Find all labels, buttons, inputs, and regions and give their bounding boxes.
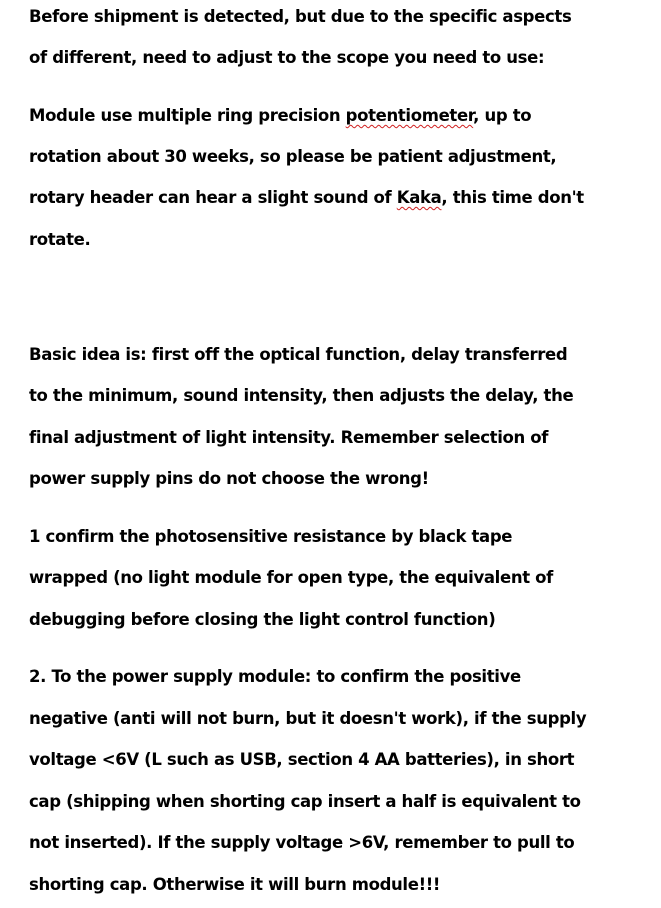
basic-idea-line-3: final adjustment of light intensity. Remember selection of xyxy=(29,428,549,447)
basic-idea-line-4: power supply pins do not choose the wrong! xyxy=(29,469,429,488)
module-note-line-1-start: Module use multiple ring precision xyxy=(29,106,346,125)
step2-line-5: not inserted). If the supply voltage >6V, remember to pull to xyxy=(29,833,575,852)
step2-line-6: shorting cap. Otherwise it will burn module!!! xyxy=(29,875,441,894)
module-note-line-3 xyxy=(29,188,584,208)
step1-line-1: 1 confirm the photosensitive resistance by black tape xyxy=(29,527,513,546)
intro-line-2: of different, need to adjust to the scope you need to use: xyxy=(29,48,545,67)
basic-idea-line-2: to the minimum, sound intensity, then adjusts the delay, the xyxy=(29,386,574,405)
step1-line-3: debugging before closing the light control function) xyxy=(29,610,496,629)
module-note-line-2: rotation about 30 weeks, so please be patient adjustment, xyxy=(29,147,557,166)
module-note-line-1 xyxy=(29,106,531,126)
module-note-line-4: rotate. xyxy=(29,230,91,249)
step2-line-3: voltage <6V (L such as USB, section 4 AA batteries), in short xyxy=(29,750,575,769)
module-note-line-3-start: rotary header can hear a slight sound of xyxy=(29,188,397,207)
basic-idea-line-1: Basic idea is: first off the optical function, delay transferred xyxy=(29,345,568,364)
module-note-line-3-end: , this time don't xyxy=(441,188,584,207)
spellcheck-flagged-word: potentiometer xyxy=(345,106,474,125)
step2-line-2: negative (anti will not burn, but it doesn't work), if the supply xyxy=(29,709,587,728)
intro-line-1: Before shipment is detected, but due to the specific aspects xyxy=(29,7,572,26)
step2-line-4: cap (shipping when shorting cap insert a half is equivalent to xyxy=(29,792,581,811)
module-note-line-1-end: , up to xyxy=(473,106,532,125)
spellcheck-flagged-word: Kaka xyxy=(396,188,442,207)
step1-line-2: wrapped (no light module for open type, the equivalent of xyxy=(29,568,553,587)
step2-line-1: 2. To the power supply module: to confirm the positive xyxy=(29,667,521,686)
